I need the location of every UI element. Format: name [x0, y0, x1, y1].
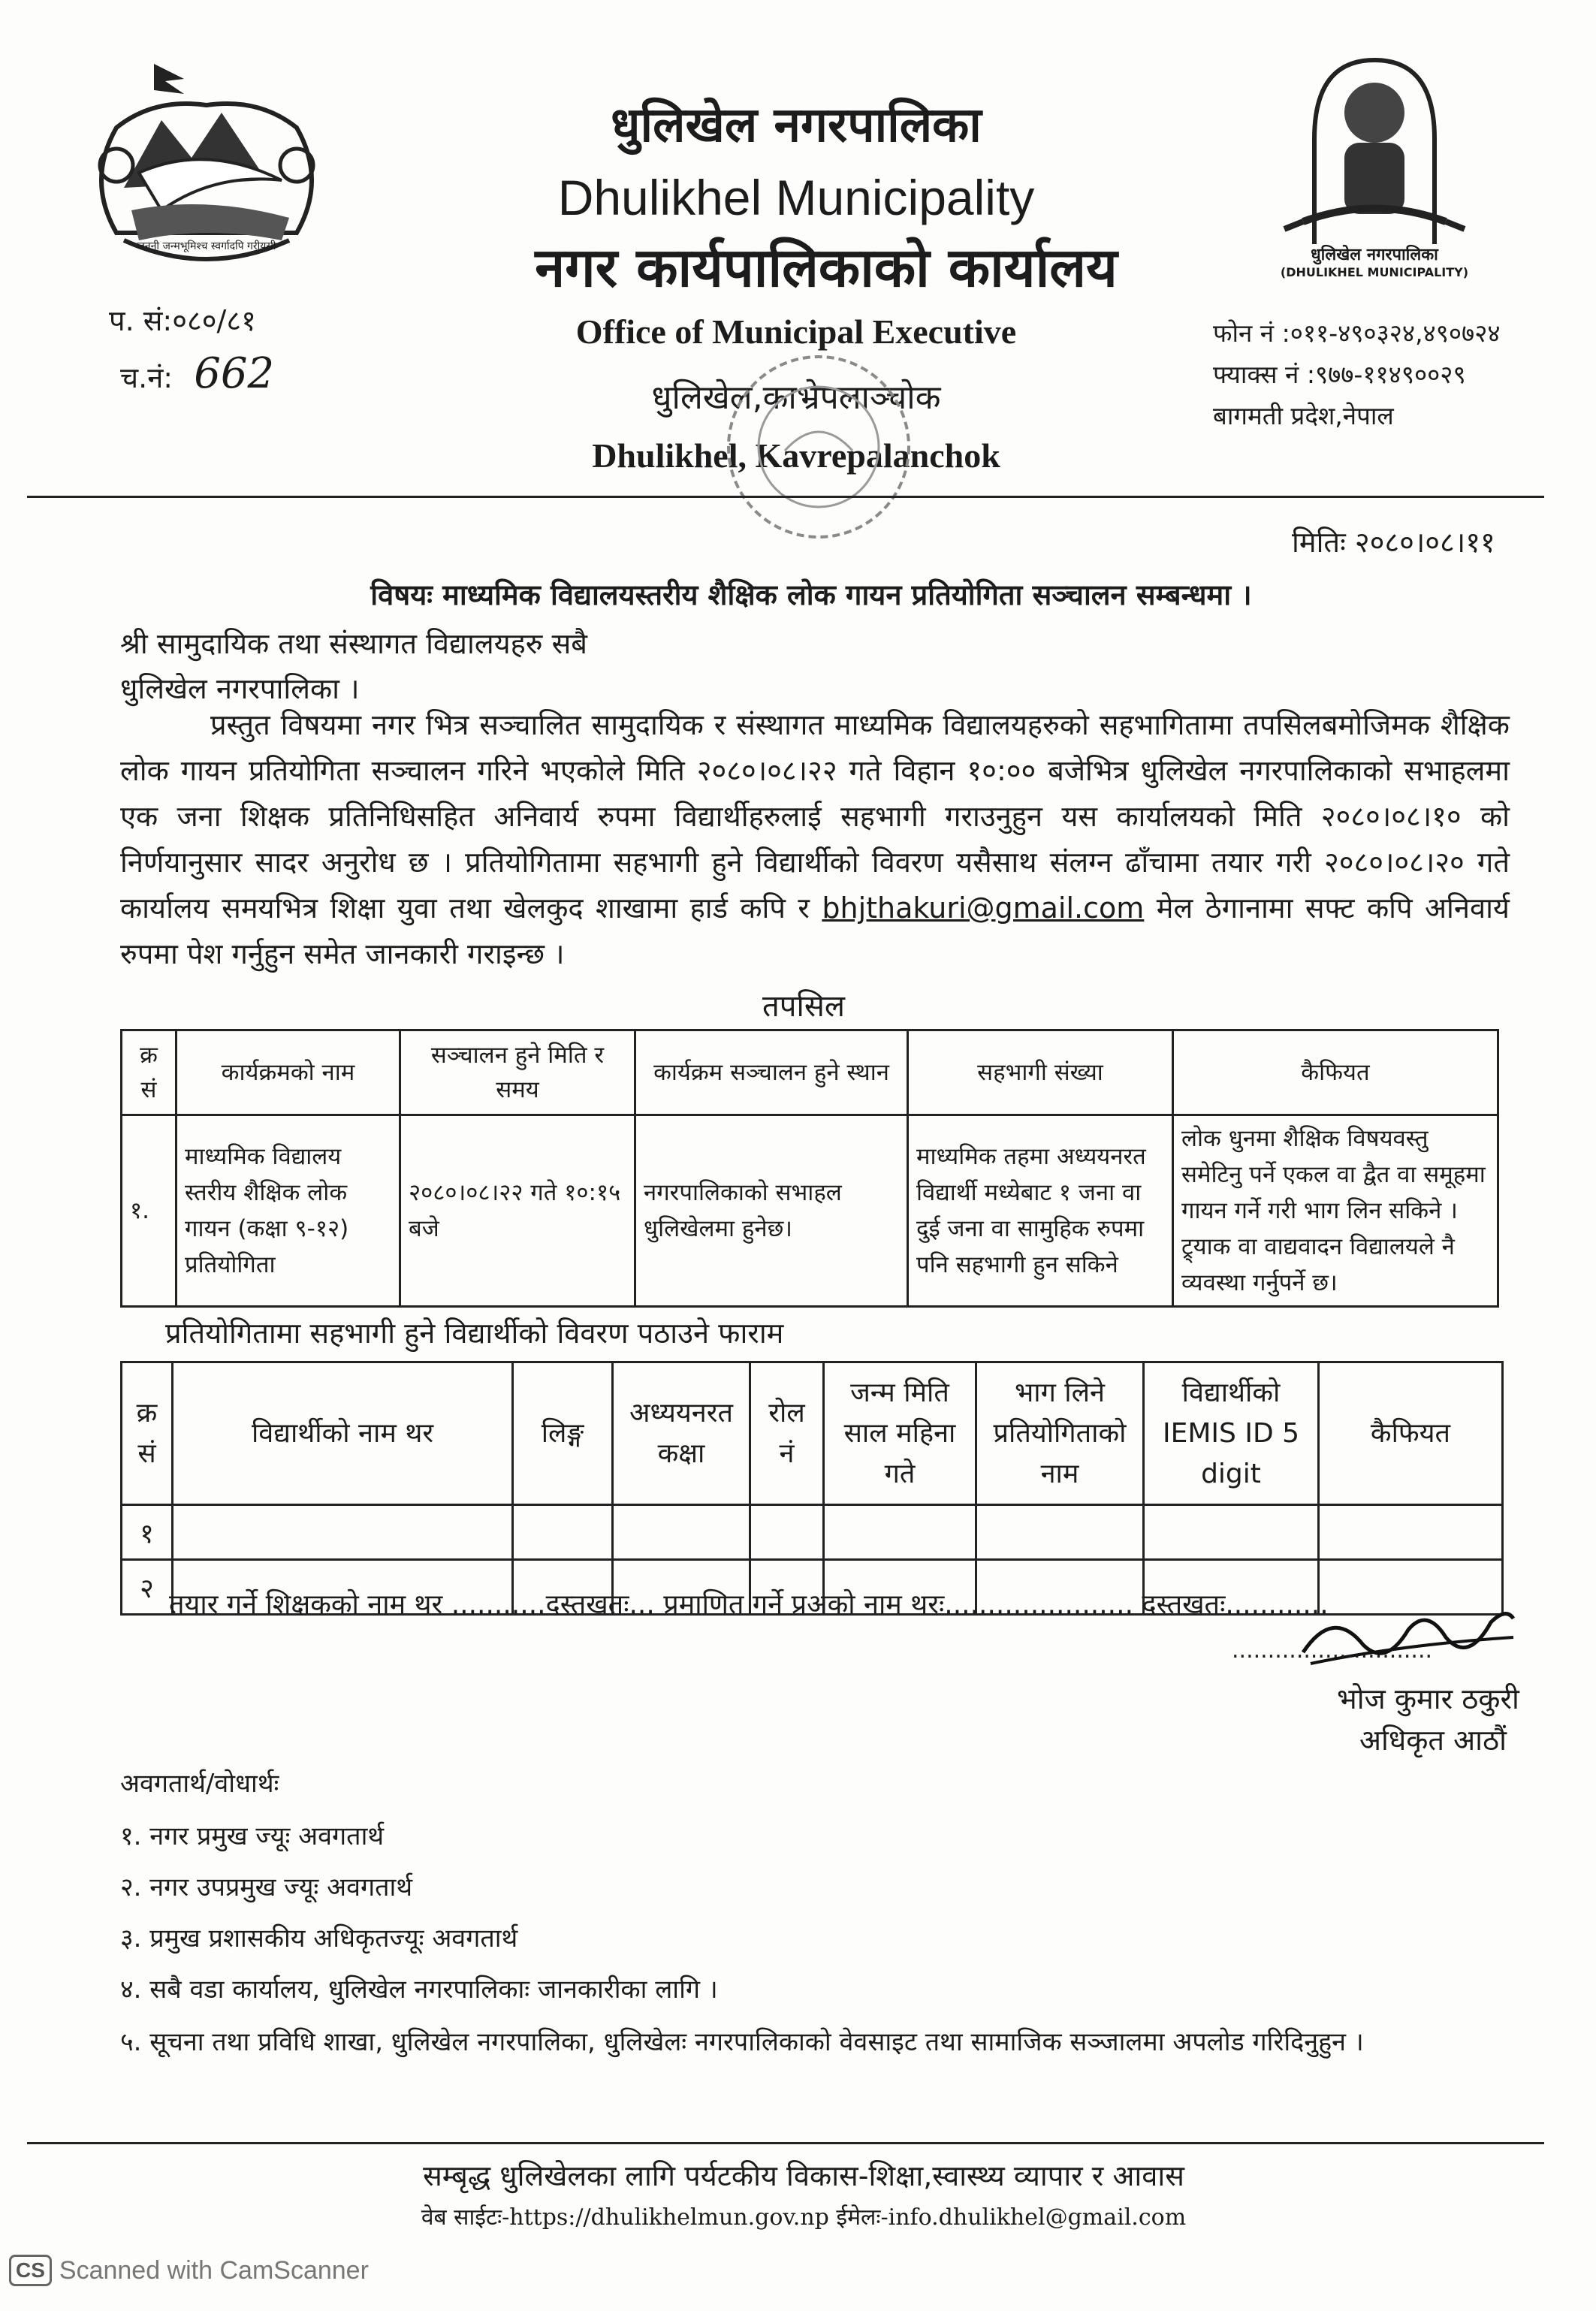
- schedule-table: [120, 1029, 1499, 1308]
- form-field[interactable]: [613, 1505, 750, 1560]
- cc-item-4: ४. सबै वडा कार्यालय, धुलिखेल नगरपालिकाः जानकारीका लागि ।: [120, 1975, 718, 2005]
- table-header: विद्यार्थीको IEMIS ID 5 digit: [1144, 1362, 1319, 1505]
- participant-form-table: [120, 1361, 1504, 1616]
- location-nepali: धुलिखेल,काभ्रेपलाञ्चोक: [651, 379, 941, 417]
- table-cell: माध्यमिक विद्यालय स्तरीय शैक्षिक लोक गायन (कक्षा ९-१२) प्रतियोगिता: [176, 1115, 400, 1307]
- emblem-motto: जननी जन्मभूमिश्च स्वर्गादपि गरीयसी: [137, 240, 276, 252]
- form-field[interactable]: [976, 1505, 1144, 1560]
- form-signature-line: तयार गर्ने शिक्षकको नाम थर ...........दस्तखतः... प्रमाणित गर्ने प्रअको नाम थरः...................... दस्तखतः............: [169, 1589, 1329, 1620]
- camscanner-text: Scanned with CamScanner: [59, 2255, 369, 2285]
- table-cell: नगरपालिकाको सभाहल धुलिखेलमा हुनेछ।: [635, 1115, 908, 1307]
- schedule-title: तपसिल: [762, 989, 846, 1024]
- header-divider: [27, 496, 1544, 498]
- fax-number: फ्याक्स नं :९७७-११४९००२९: [1213, 360, 1466, 389]
- body-text-part-2: मेल ठेगानामा सफ्ट कपि अनिवार्य रुपमा पेश गर्नुहुन समेत जानकारी गराइन्छ ।: [120, 892, 1510, 970]
- form-field[interactable]: [173, 1505, 513, 1560]
- cc-item-1: १. नगर प्रमुख ज्यूः अवगतार्थ: [120, 1821, 385, 1851]
- body-text-part-1: प्रस्तुत विषयमा नगर भित्र सञ्चालित सामुदायिक र संस्थागत माध्यमिक विद्यालयहरुको सहभागितामा तपसिलबमोजिमक शैक्षिक लोक गायन प्रतियोगिता सञ्चालन गरिने भएकोले मिति २०८०।०८।२२ गते विहान १०:०० बजेभित्र धुलिखेल नगरपालिकाको सभाहलमा एक जना शिक्षक प्रतिनिधिसहित अनिवार्य रुपमा विद्यार्थीहरुलाई सहभागी गराउनुहुन यस कार्यालयको मिति २०८०।०८।१० को निर्णयानुसार सादर अनुरोध छ । प्रतियोगितामा सहभागी हुने विद्यार्थीको विवरण यसैसाथ संलग्न ढाँचामा तयार गरी २०८०।०८।२० गते कार्यालय समयभित्र शिक्षा युवा तथा खेलकुद शाखामा हार्ड कपि र: [120, 708, 1510, 925]
- table-cell: लोक धुनमा शैक्षिक विषयवस्तु समेटिनु पर्ने एकल वा द्वैत वा समूहमा गायन गर्ने गरी भाग लिन सकिने । ट्र्याक वा वाद्यवादन विद्यालयले नै व्यवस्था गर्नुपर्ने छ।: [1173, 1115, 1498, 1307]
- municipality-logo: [1269, 41, 1480, 279]
- letter-subject: विषयः माध्यमिक विद्यालयस्तरीय शैक्षिक लोक गायन प्रतियोगिता सञ्चालन सम्बन्धमा ।: [370, 578, 1252, 611]
- form-field[interactable]: [1319, 1505, 1503, 1560]
- table-header: क्र सं: [122, 1362, 173, 1505]
- signatory-name: भोज कुमार ठकुरी: [1337, 1682, 1519, 1715]
- dispatch-label: च.नं:: [120, 361, 173, 394]
- table-header: कार्यक्रम सञ्चालन हुने स्थान: [635, 1030, 908, 1115]
- signatory-title: अधिकृत आठौं: [1359, 1724, 1507, 1757]
- signatory-dots: ............................: [1232, 1637, 1433, 1664]
- cc-item-5: ५. सूचना तथा प्रविधि शाखा, धुलिखेल नगरपालिका, धुलिखेलः नगरपालिकाको वेवसाइट तथा सामाजिक सञ्जालमा अपलोड गरिदिनुहुन ।: [120, 2027, 1364, 2057]
- municipality-name-english: Dhulikhel Municipality: [557, 170, 1035, 225]
- letter-date: मितिः २०८०।०८।११: [1292, 526, 1495, 559]
- form-field[interactable]: [750, 1505, 824, 1560]
- cc-heading: अवगतार्थ/वोधार्थः: [120, 1769, 279, 1799]
- table-header: अध्ययनरत कक्षा: [613, 1362, 750, 1505]
- email-link[interactable]: bhjthakuri@gmail.com: [822, 892, 1145, 925]
- table-header: रोल नं: [750, 1362, 824, 1505]
- recipient-line-1: श्री सामुदायिक तथा संस्थागत विद्यालयहरु सबै: [120, 627, 587, 660]
- form-field[interactable]: [824, 1505, 976, 1560]
- table-header: विद्यार्थीको नाम थर: [173, 1362, 513, 1505]
- table-header: कार्यक्रमको नाम: [176, 1030, 400, 1115]
- letter-number: प. सं:०८०/८१: [109, 304, 256, 337]
- table-row: [122, 1115, 1498, 1307]
- table-header-row: [122, 1362, 1503, 1505]
- cc-item-3: ३. प्रमुख प्रशासकीय अधिकृतज्यूः अवगतार्थ: [120, 1923, 518, 1953]
- form-field[interactable]: [1144, 1505, 1319, 1560]
- form-field[interactable]: [513, 1505, 613, 1560]
- table-cell: माध्यमिक तहमा अध्ययनरत विद्यार्थी मध्येबाट १ जना वा दुई जना वा सामुहिक रुपमा पनि सहभागी हुन सकिने: [908, 1115, 1173, 1307]
- table-header: जन्म मिति साल महिना गते: [824, 1362, 976, 1505]
- camscanner-badge: CS: [9, 2255, 52, 2286]
- table-header: लिङ्ग: [513, 1362, 613, 1505]
- cc-item-2: २. नगर उपप्रमुख ज्यूः अवगतार्थ: [120, 1872, 413, 1902]
- table-header: कैफियत: [1319, 1362, 1503, 1505]
- table-header: सहभागी संख्या: [908, 1030, 1173, 1115]
- letter-body: [120, 702, 1510, 977]
- office-name-nepali: नगर कार्यपालिकाको कार्यालय: [535, 236, 1118, 299]
- footer-divider: [27, 2142, 1544, 2144]
- table-row: [122, 1505, 1503, 1560]
- table-cell: २: [122, 1560, 173, 1615]
- province: बागमती प्रदेश,नेपाल: [1213, 401, 1394, 430]
- footer-slogan: सम्बृद्ध धुलिखेलका लागि पर्यटकीय विकास-शिक्षा,स्वास्थ्य व्यापार र आवास: [423, 2159, 1184, 2192]
- table-header: कैफियत: [1173, 1030, 1498, 1115]
- table-cell: २०८०।०८।२२ गते १०:१५ बजे: [400, 1115, 635, 1307]
- table-cell: १: [122, 1505, 173, 1560]
- office-seal-stamp: [714, 323, 924, 571]
- logo-caption-english: (DHULIKHEL MUNICIPALITY): [1280, 265, 1469, 279]
- footer-contact: वेब साईटः-https://dhulikhelmun.gov.np ईमेलः-info.dhulikhel@gmail.com: [421, 2204, 1187, 2231]
- dispatch-number: [120, 349, 274, 398]
- nepal-government-emblem: [71, 60, 342, 285]
- dispatch-value: 662: [194, 349, 275, 398]
- camscanner-watermark: [9, 2255, 369, 2286]
- table-header: भाग लिने प्रतियोगिताको नाम: [976, 1362, 1144, 1505]
- table-cell: १.: [122, 1115, 176, 1307]
- form-title: प्रतियोगितामा सहभागी हुने विद्यार्थीको विवरण पठाउने फाराम: [165, 1317, 784, 1350]
- recipient-line-2: धुलिखेल नगरपालिका ।: [120, 672, 360, 705]
- table-header: सञ्चालन हुने मिति र समय: [400, 1030, 635, 1115]
- location-english: Dhulikhel, Kavrepalanchok: [592, 436, 1000, 475]
- municipality-name-nepali: धुलिखेल नगरपालिका: [611, 98, 982, 153]
- office-name-english: Office of Municipal Executive: [575, 312, 1017, 351]
- logo-caption-nepali: धुलिखेल नगरपालिका: [1311, 246, 1438, 264]
- table-header-row: [122, 1030, 1498, 1115]
- phone-number: फोन नं :०११-४९०३२४,४९०७२४: [1213, 318, 1501, 348]
- table-header: क्र सं: [122, 1030, 176, 1115]
